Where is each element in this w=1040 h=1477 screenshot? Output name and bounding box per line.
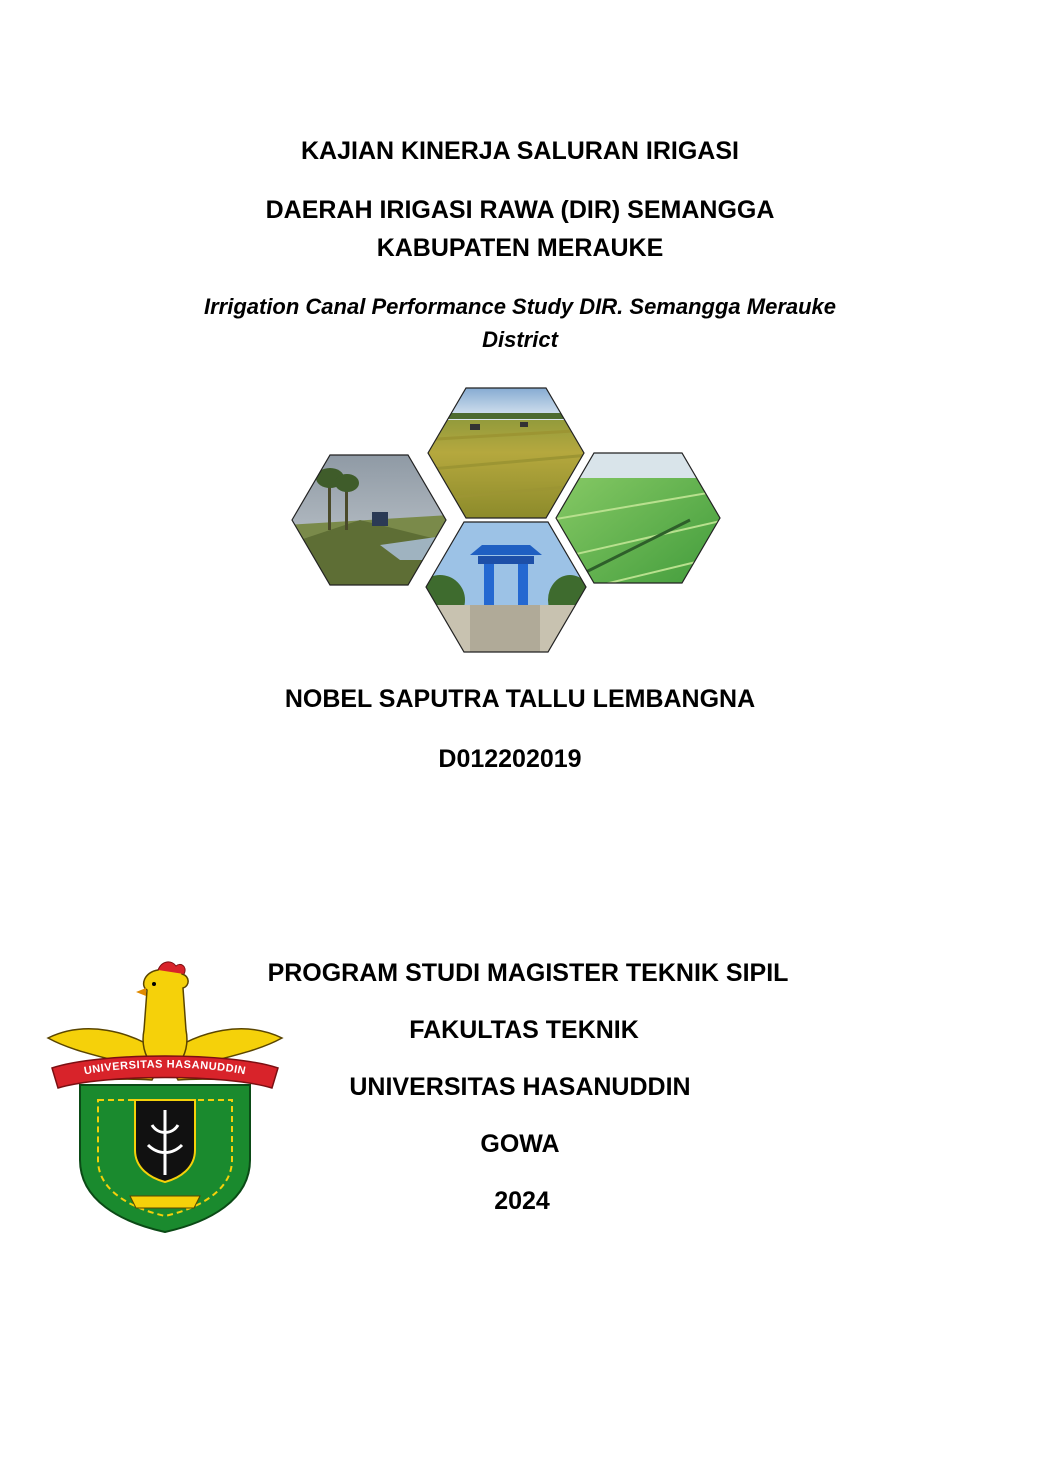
english-subtitle-line-2: District [482,327,558,352]
canal-embankment-photo [285,450,450,590]
english-subtitle-line-1: Irrigation Canal Performance Study DIR. Semangga Merauke [203,294,837,319]
title-line-2: DAERAH IRIGASI RAWA (DIR) SEMANGGA [265,196,775,224]
city-name: GOWA [480,1130,560,1158]
title-line-1: KAJIAN KINERJA SALURAN IRIGASI [300,137,739,165]
program-name: PROGRAM STUDI MAGISTER TEKNIK SIPIL [267,959,789,987]
university-name: UNIVERSITAS HASANUDDIN [349,1073,691,1101]
faculty-name: FAKULTAS TEKNIK [409,1016,639,1044]
blue-water-gate-photo [415,520,592,655]
year: 2024 [494,1187,550,1215]
student-id: D012202019 [438,745,582,773]
green-paddy-field-photo [550,450,725,590]
author-name: NOBEL SAPUTRA TALLU LEMBANGNA [284,685,756,713]
rice-field-harvest-photo [420,385,590,520]
emblem-banner-text: UNIVERSITAS HASANUDDIN [83,1058,247,1078]
title-line-3: KABUPATEN MERAUKE [376,234,664,262]
